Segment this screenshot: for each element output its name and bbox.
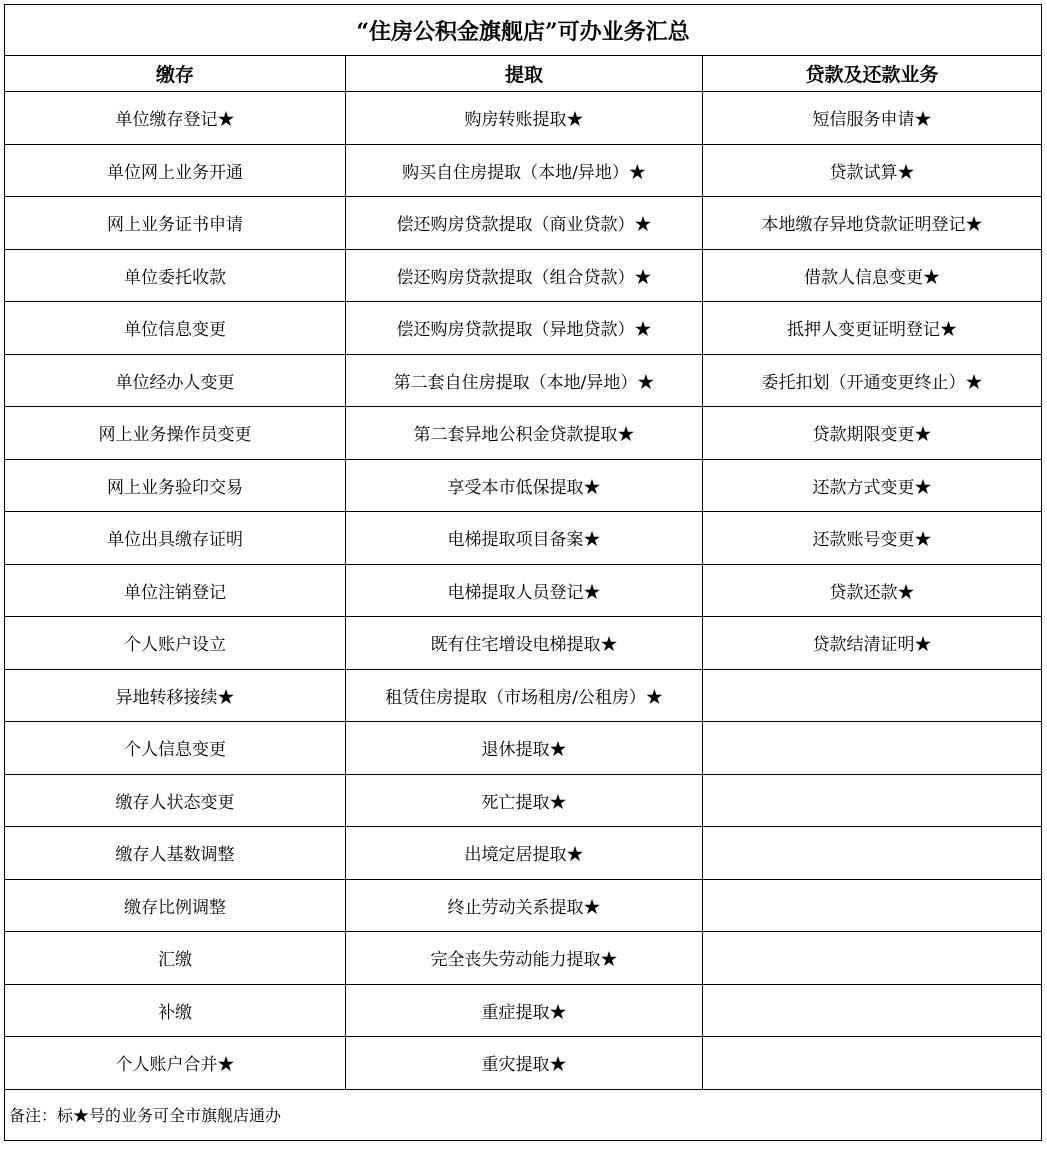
table-row: [5, 92, 1042, 145]
cell-withdrawal: 死亡提取★: [346, 774, 703, 827]
cell-loan: [703, 932, 1042, 985]
table-row: [5, 984, 1042, 1037]
cell-loan: 短信服务申请★: [703, 92, 1042, 145]
table-row: [5, 1037, 1042, 1090]
table-row: [5, 302, 1042, 355]
cell-withdrawal: 偿还购房贷款提取（商业贷款）★: [346, 197, 703, 250]
table-row: [5, 407, 1042, 460]
cell-loan: 贷款试算★: [703, 144, 1042, 197]
table-row: [5, 827, 1042, 880]
cell-deposit: 个人账户设立: [5, 617, 346, 670]
table-row: [5, 197, 1042, 250]
cell-deposit: 异地转移接续★: [5, 669, 346, 722]
cell-deposit: 缴存人基数调整: [5, 827, 346, 880]
cell-deposit: 汇缴: [5, 932, 346, 985]
cell-withdrawal: 偿还购房贷款提取（组合贷款）★: [346, 249, 703, 302]
cell-withdrawal: 退休提取★: [346, 722, 703, 775]
cell-loan: 还款方式变更★: [703, 459, 1042, 512]
cell-withdrawal: 终止劳动关系提取★: [346, 879, 703, 932]
table-row: [5, 512, 1042, 565]
services-table: [4, 4, 1042, 1141]
title-row: [5, 5, 1042, 56]
column-header-withdrawal: 提取: [346, 56, 703, 92]
cell-deposit: 网上业务操作员变更: [5, 407, 346, 460]
column-header-deposit: 缴存: [5, 56, 346, 92]
table-row: [5, 354, 1042, 407]
services-summary-sheet: [4, 4, 1041, 1141]
cell-deposit: 网上业务证书申请: [5, 197, 346, 250]
cell-deposit: 个人账户合并★: [5, 1037, 346, 1090]
table-row: [5, 617, 1042, 670]
table-row: [5, 249, 1042, 302]
cell-withdrawal: 完全丧失劳动能力提取★: [346, 932, 703, 985]
cell-deposit: 单位出具缴存证明: [5, 512, 346, 565]
cell-withdrawal: 租赁住房提取（市场租房/公租房）★: [346, 669, 703, 722]
cell-deposit: 单位委托收款: [5, 249, 346, 302]
note-row: [5, 1089, 1042, 1140]
table-row: [5, 774, 1042, 827]
cell-deposit: 网上业务验印交易: [5, 459, 346, 512]
column-header-loan: 贷款及还款业务: [703, 56, 1042, 92]
cell-loan: 还款账号变更★: [703, 512, 1042, 565]
cell-loan: [703, 669, 1042, 722]
cell-loan: [703, 984, 1042, 1037]
cell-loan: 抵押人变更证明登记★: [703, 302, 1042, 355]
cell-withdrawal: 偿还购房贷款提取（异地贷款）★: [346, 302, 703, 355]
cell-loan: [703, 1037, 1042, 1090]
table-row: [5, 669, 1042, 722]
cell-deposit: 缴存比例调整: [5, 879, 346, 932]
cell-deposit: 个人信息变更: [5, 722, 346, 775]
cell-deposit: 单位网上业务开通: [5, 144, 346, 197]
table-body: [5, 5, 1042, 1141]
table-row: [5, 459, 1042, 512]
footnote: 备注：标★号的业务可全市旗舰店通办: [5, 1089, 1042, 1140]
table-row: [5, 932, 1042, 985]
table-row: [5, 144, 1042, 197]
cell-loan: [703, 722, 1042, 775]
cell-withdrawal: 购房转账提取★: [346, 92, 703, 145]
page-title: “住房公积金旗舰店”可办业务汇总: [5, 5, 1042, 56]
cell-deposit: 缴存人状态变更: [5, 774, 346, 827]
cell-loan: 借款人信息变更★: [703, 249, 1042, 302]
cell-withdrawal: 既有住宅增设电梯提取★: [346, 617, 703, 670]
cell-loan: [703, 774, 1042, 827]
cell-deposit: 单位注销登记: [5, 564, 346, 617]
cell-deposit: 单位经办人变更: [5, 354, 346, 407]
cell-loan: 委托扣划（开通变更终止）★: [703, 354, 1042, 407]
cell-loan: 本地缴存异地贷款证明登记★: [703, 197, 1042, 250]
header-row: [5, 56, 1042, 92]
cell-withdrawal: 第二套异地公积金贷款提取★: [346, 407, 703, 460]
cell-deposit: 单位缴存登记★: [5, 92, 346, 145]
cell-deposit: 补缴: [5, 984, 346, 1037]
cell-loan: [703, 879, 1042, 932]
cell-loan: 贷款结清证明★: [703, 617, 1042, 670]
table-row: [5, 879, 1042, 932]
cell-loan: [703, 827, 1042, 880]
cell-withdrawal: 享受本市低保提取★: [346, 459, 703, 512]
cell-withdrawal: 电梯提取人员登记★: [346, 564, 703, 617]
cell-withdrawal: 重灾提取★: [346, 1037, 703, 1090]
cell-withdrawal: 购买自住房提取（本地/异地）★: [346, 144, 703, 197]
cell-loan: 贷款期限变更★: [703, 407, 1042, 460]
cell-withdrawal: 出境定居提取★: [346, 827, 703, 880]
cell-withdrawal: 重症提取★: [346, 984, 703, 1037]
cell-withdrawal: 第二套自住房提取（本地/异地）★: [346, 354, 703, 407]
table-row: [5, 564, 1042, 617]
cell-deposit: 单位信息变更: [5, 302, 346, 355]
cell-withdrawal: 电梯提取项目备案★: [346, 512, 703, 565]
table-row: [5, 722, 1042, 775]
cell-loan: 贷款还款★: [703, 564, 1042, 617]
